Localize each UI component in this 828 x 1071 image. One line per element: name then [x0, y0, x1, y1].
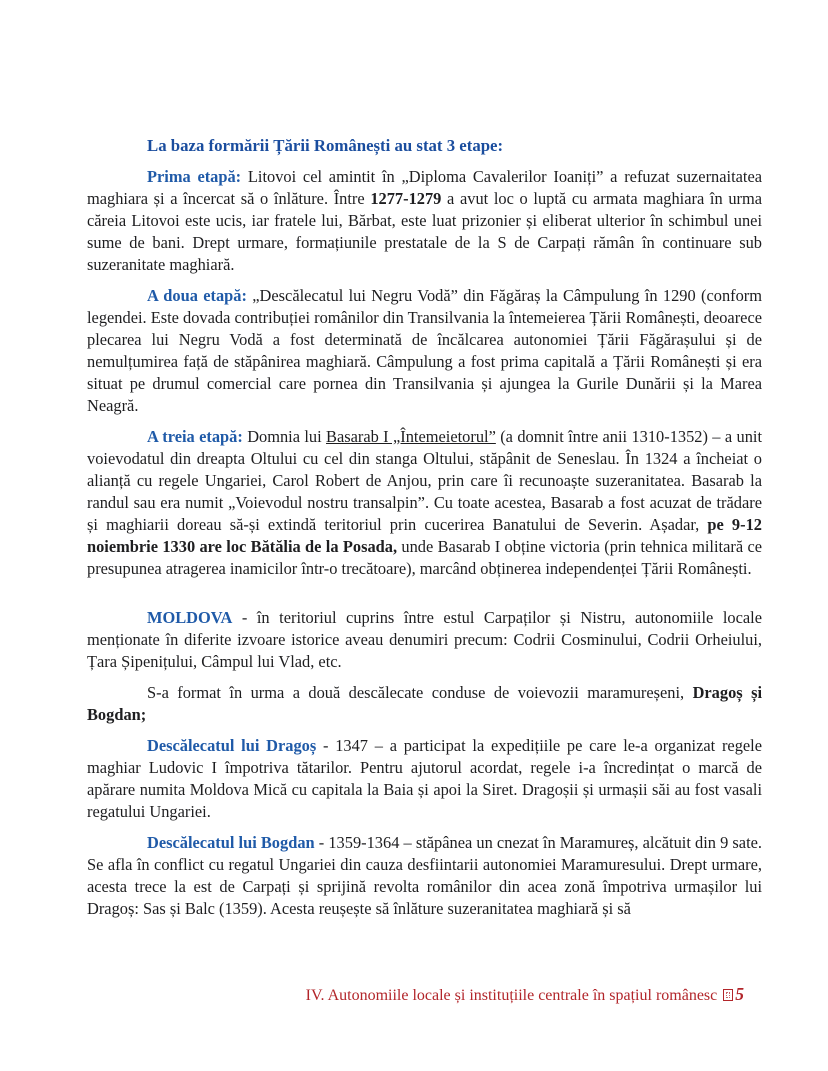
page-number: 5 — [735, 984, 744, 1004]
paragraph-text: „Descălecatul lui Negru Vodă” din Făgăraș la Câmpulung în 1290 (conform legendei. Este dovada contribuției românilor din Transilvania la întemeierea Țării Românești, deoarece plecarea lui Negru Vodă a fost determinată de încălcarea autonomiei Țării Făgărașului și de nemulțumirea față de stăpânirea maghiară. Câmpulung a fost prima capitală a Țării Românești și era situat pe drumul comercial care pornea din Transilvania și ajungea la Gurile Dunării și la Marea Neagră. — [87, 286, 763, 415]
paragraph-a-treia-etapa — [87, 426, 762, 580]
paragraph-text: - în teritoriul cuprins între estul Carpaților și Nistru, autonomiile locale menționate în diferite izvoare istorice aveau denumiri precum: Codrii Cosminului, Codrii Orheiului, Țara Șipenițului, Câmpul lui Vlad, etc. — [87, 608, 762, 671]
paragraph-formare — [87, 682, 762, 726]
paragraph-lead-a-doua-etapa: A doua etapă: — [147, 286, 247, 305]
paragraph-text: Domnia lui — [242, 427, 327, 446]
paragraph-lead-a-treia-etapa: A treia etapă: — [147, 427, 243, 446]
paragraph-lead-moldova: MOLDOVA — [147, 608, 233, 627]
paragraph-text: S-a format în urma a două descălecate conduse de voievozii maramureșeni, — [147, 683, 693, 702]
paragraph-text: - 1347 – a participat la expedițiile pe care le-a organizat regele maghiar Ludovic I împotriva tătarilor. Pentru ajutorul acordat, regele i-a încredințat o marcă de apărare numita Moldova Mică cu capitala la Baia și apoi la Siret. Dragoșii și urmașii săi au fost vasali regatului Ungariei. — [87, 736, 762, 821]
paragraph-text: a avut loc o luptă cu armata maghiara în urma căreia Litovoi este ucis, iar fratele lui, Bărbat, este luat prizonier și eliberat ulterior în schimbul unei sume de bani. Drept urmare, formațiunile prestatale de la S de Carpați rămân în continuare sub suzeranitate maghiară. — [87, 189, 762, 274]
paragraph-lead-bogdan: Descălecatul lui Bogdan — [147, 833, 315, 852]
bold-date-range: 1277-1279 — [370, 189, 442, 208]
paragraph-prima-etapa — [87, 166, 762, 276]
bold-dragos-bogdan: Dragoș și Bogdan; — [87, 683, 763, 724]
paragraph-moldova — [87, 607, 762, 673]
footer-text: IV. Autonomiile locale și instituțiile centrale în spațiul românesc — [305, 987, 718, 1004]
bold-batalia-posada: pe 9-12 noiembrie 1330 are loc Bătălia de la Posada, — [87, 515, 762, 556]
paragraph-text: unde Basarab I obține victoria (prin tehnica militară ce presupunea atragerea inamicilor într-o trecătoare), marcând obținerea independenței Țării Românești. — [87, 537, 762, 578]
paragraph-lead-dragos: Descălecatul lui Dragoș — [147, 736, 317, 755]
paragraph-a-doua-etapa — [87, 285, 762, 417]
missing-glyph-icon — [723, 989, 733, 1001]
paragraph-lead-prima-etapa: Prima etapă: — [147, 167, 242, 186]
paragraph-text: (a domnit între anii 1310-1352) – a unit voievodatul din dreapta Oltului cu cel din stanga Oltului, stăpânit de Seneslau. În 1324 a încheiat o alianță cu regele Ungariei, Carol Robert de Anjou, prin care îi recunoaște suzeranitatea. Basarab la randul sau era numit „Voievodul nostru transalpin”. Cu toate acestea, Basarab a fost acuzat de trădare și maghiarii doreau să-și extindă teritoriul prin cucerirea Banatului de Severin. Așadar, — [87, 427, 762, 534]
paragraph-text: Litovoi cel amintit în „Diploma Cavalerilor Ioaniți” a refuzat suzernaitatea maghiara și a încercat să o înlăture. Între — [87, 167, 762, 208]
page-title: La baza formării Țării Românești au stat 3 etape: — [147, 136, 504, 155]
page-footer — [306, 984, 744, 1006]
underlined-basarab: Basarab I „Întemeietorul” — [326, 427, 496, 446]
paragraph-descalecat-bogdan — [87, 832, 762, 920]
paragraph-descalecat-dragos — [87, 735, 762, 823]
paragraph-text: - 1359-1364 – stăpânea un cnezat în Maramureș, alcătuit din 9 sate. Se afla în conflict cu regatul Ungariei din cauza desfiintarii autonomiei Maramuresului. Drept urmare, acesta trece la est de Carpați și sprijină revolta românilor din acea zonă împotriva urmașilor lui Dragoș: Sas și Balc (1359). Acesta reușește să înlăture suzeranitatea maghiară și să — [87, 833, 763, 918]
